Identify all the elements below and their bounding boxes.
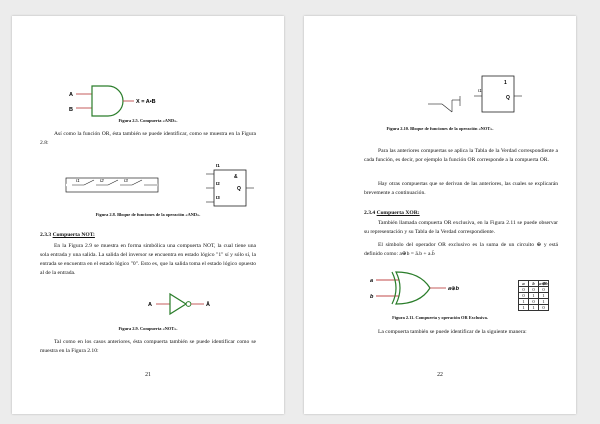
fig28-block-in-2: I2	[216, 181, 220, 186]
table-row	[519, 293, 549, 299]
fig210-symbol: 1	[504, 80, 507, 86]
xor-table-header: a⊕b	[539, 281, 548, 286]
fig28-block-symbol: &	[234, 174, 238, 180]
table-cell: 1	[529, 305, 539, 311]
and-input-b: B	[69, 107, 73, 113]
section-234-heading	[364, 210, 420, 216]
table-cell: 1	[519, 305, 529, 311]
table-cell: 0	[519, 287, 529, 293]
fig210-input: I1	[478, 88, 482, 93]
xor-table-header: b	[529, 281, 539, 287]
table-cell: 1	[529, 293, 539, 299]
xor-table-header: a	[519, 281, 529, 287]
para-xor2: La compuerta también se puede identificar de la siguiente manera:	[378, 329, 527, 335]
fig210-caption: Figura 2.10. Bloque de funciones de la operación «NOT».	[386, 126, 494, 131]
page-number-left: 21	[145, 372, 151, 378]
xor-output: a⊕b	[448, 286, 460, 292]
section-233-heading	[40, 232, 95, 238]
table-cell: 1	[519, 299, 529, 305]
para-derived: Hay otras compuertas que se derivan de las anteriores, las cuales se explicarán brevemente a continuación.	[364, 181, 558, 196]
page-number-right: 22	[437, 372, 443, 378]
fig25-caption: Figura 2.5. Compuerta «AND».	[118, 118, 178, 123]
table-cell: 1	[539, 299, 549, 305]
table-cell: 0	[529, 299, 539, 305]
xor-input-a: a	[370, 278, 374, 284]
right-page	[304, 16, 576, 414]
xor-input-b: b	[370, 294, 374, 300]
and-gate-diagram	[69, 78, 222, 118]
fig28-block-output: Q	[237, 186, 241, 192]
not-gate-diagram	[148, 292, 232, 322]
fig28-switch-2: I2	[100, 178, 104, 183]
table-row	[519, 299, 549, 305]
fig28-block-in-3: I3	[216, 195, 220, 200]
para-not2: Tal como en los casos anteriores, ésta compuerta también se puede identificar como se muestra en la Figura 2.10:	[40, 339, 256, 354]
fig28-diagram	[64, 154, 244, 210]
fig211-caption: Figura 2.11. Compuerta y operación OR Exclusiva.	[392, 315, 488, 320]
fig28-switch-3: I3	[124, 178, 128, 183]
fig29-caption: Figura 2.9. Compuerta «NOT».	[118, 326, 178, 331]
section-234-title: Compuerta XOR:	[376, 210, 420, 216]
section-233-title: Compuerta NOT:	[52, 232, 95, 238]
para-truth: Para las anteriores compuertas se aplica la Tabla de la Verdad correspondiente a cada función, es decir, por ejemplo la función OR corresponde a la compuerta OR.	[364, 148, 558, 163]
fig210-output: Q	[506, 95, 510, 101]
para-xor: También llamada compuerta OR exclusiva, en la Figura 2.11 se puede observar su representación y su Tabla de la Verdad correspondiente.	[364, 220, 558, 235]
fig210-diagram	[422, 72, 532, 122]
fig28-switch-1: I1	[76, 178, 80, 183]
not-output: Ā	[206, 302, 210, 308]
section-234-number: 2.3.4	[364, 210, 376, 216]
para-not: En la Figura 2.9 se muestra en forma simbólica una compuerta NOT, la cual tiene una sola entrada y una salida. La salida del inversor se encuentra en estado lógico "1" sí y sólo sí, la entrada se encuentra en el estado lógico "0". Esto es, que la salida toma el estado lógico opuesto al de la entrada.	[40, 243, 256, 276]
and-input-a: A	[69, 92, 73, 98]
fig28-caption: Figura 2.8. Bloque de funciones de la operación «AND».	[95, 212, 201, 217]
table-row	[519, 287, 549, 293]
table-row	[519, 305, 549, 311]
para-xor-symbol: El símbolo del operador OR exclusivo es la suma de un circuito ⊕ y está definido como: a⊕b = ā.b + a.b̄	[364, 242, 558, 257]
para-or: Así como la función OR, ésta también se puede identificar, como se muestra en la Figura 2.8:	[40, 131, 256, 146]
table-cell: 1	[539, 293, 549, 299]
table-cell: 0	[529, 287, 539, 293]
not-input: A	[148, 302, 152, 308]
xor-gate-diagram	[370, 266, 490, 310]
table-cell: 0	[539, 305, 549, 311]
table-cell: 0	[539, 287, 549, 293]
xor-truth-table	[518, 280, 549, 311]
left-page	[12, 16, 284, 414]
section-233-number: 2.3.3	[40, 232, 52, 238]
fig28-block-in-1: I1	[216, 163, 220, 168]
and-output: X = A•B	[136, 99, 156, 105]
table-cell: 0	[519, 293, 529, 299]
